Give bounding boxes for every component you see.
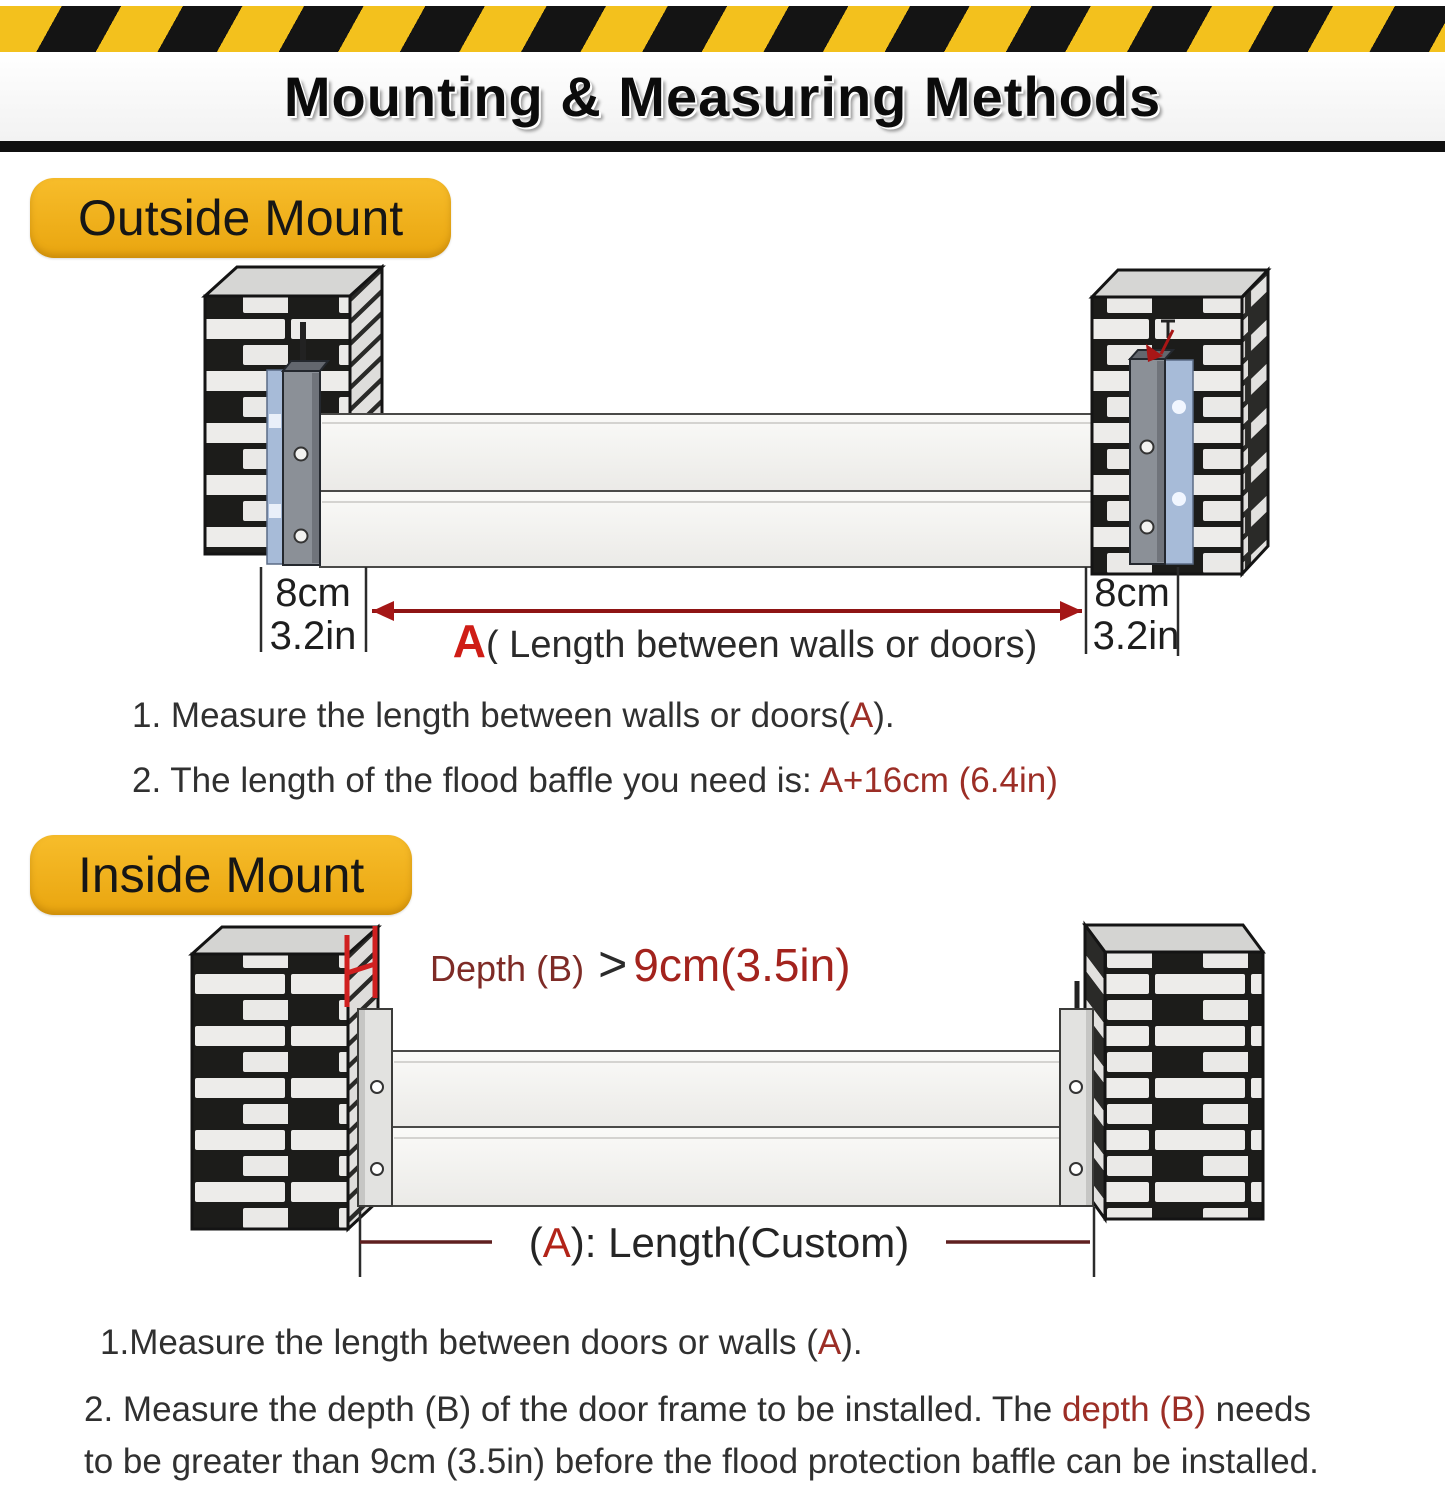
- title-band: [0, 52, 1445, 141]
- section-label-inside-mount: Inside Mount: [30, 835, 412, 915]
- step-text: needs: [1205, 1389, 1312, 1429]
- seal-highlight: [269, 414, 281, 428]
- section-label-outside-mount: Outside Mount: [30, 178, 451, 258]
- hazard-stripes: [0, 6, 1445, 52]
- bracket-shade: [1157, 361, 1164, 562]
- flood-barrier-panels: [392, 1051, 1062, 1206]
- pillar-top-face: [1085, 925, 1263, 952]
- pillar-front-face: [1105, 952, 1263, 1219]
- outside-step-1: [132, 690, 1445, 743]
- pillar-side-face: [1242, 270, 1268, 574]
- page-title: Mounting & Measuring Methods: [283, 65, 1162, 128]
- foam-seal-strip: [267, 370, 283, 564]
- brick-pillar-right: [1077, 925, 1263, 1219]
- bracket-screw-hole: [295, 448, 308, 461]
- step-text: 2. Measure the depth (B) of the door frame to be installed. The: [84, 1389, 1062, 1429]
- foam-seal-strip: [1165, 360, 1193, 564]
- step-text: ).: [841, 1323, 863, 1362]
- pillar-top-face: [192, 927, 378, 954]
- bracket-shade: [359, 1010, 365, 1205]
- step-text: to be greater than 9cm (3.5in) before the flood protection baffle can be installed.: [84, 1442, 1319, 1481]
- right-gap-cm-label: 8cm: [1094, 571, 1170, 615]
- right-seal-and-bracket: [1130, 330, 1193, 564]
- barrier-panel-top: [320, 414, 1130, 491]
- outside-mount-diagram: [0, 264, 1445, 664]
- step-text: ).: [873, 696, 895, 735]
- step-text: 1. Measure the length between walls or doors(: [132, 696, 850, 735]
- seal-highlight: [1172, 400, 1186, 414]
- header-banner: [0, 0, 1445, 152]
- left-gap-cm-label: 8cm: [275, 571, 351, 615]
- bracket-screw-hole: [1070, 1163, 1082, 1175]
- step-highlight-a: A: [849, 696, 874, 735]
- inside-step-2: [84, 1384, 1445, 1489]
- bracket-shade: [312, 373, 319, 563]
- step-formula: A+16cm (6.4in): [819, 760, 1058, 800]
- pillar-front-face: [192, 954, 348, 1229]
- step-highlight-depth: depth (B): [1061, 1389, 1206, 1429]
- custom-length-label: (A): Length(Custom): [528, 1219, 910, 1266]
- bracket-screw-hole: [1070, 1081, 1082, 1093]
- step-text: 2. The length of the flood baffle you need is:: [132, 760, 820, 800]
- pillar-top-face: [1092, 270, 1268, 297]
- bracket-screw-hole: [1141, 521, 1154, 534]
- right-gap-in-label: 3.2in: [1092, 614, 1180, 658]
- arrowhead-left: [372, 601, 394, 621]
- bracket-screw-hole: [1141, 441, 1154, 454]
- channel-bracket-left: [358, 1009, 392, 1206]
- length-a-label: A( Length between walls or doors): [452, 615, 1038, 664]
- arrowhead-right: [1060, 601, 1082, 621]
- banner-divider-bar: [0, 141, 1445, 152]
- bracket-top-bevel: [283, 361, 328, 371]
- inside-step-1: [84, 1317, 1445, 1370]
- bracket-screw-hole: [371, 1163, 383, 1175]
- inside-dimension-annotations: [360, 1207, 1094, 1277]
- step-highlight-a: A: [817, 1323, 842, 1362]
- seal-highlight: [1172, 492, 1186, 506]
- flood-barrier-panels: [320, 414, 1130, 567]
- left-gap-in-label: 3.2in: [269, 614, 357, 658]
- outside-instructions: [132, 690, 1445, 807]
- inside-instructions: [84, 1317, 1445, 1489]
- inside-mount-diagram: [0, 919, 1445, 1309]
- depth-label: Depth (B) > 9cm(3.5in): [430, 936, 851, 992]
- outside-step-2: [132, 755, 1445, 808]
- seal-highlight: [269, 504, 281, 518]
- outside-dimension-annotations: [261, 567, 1179, 664]
- bracket-shade: [1086, 1010, 1092, 1205]
- bracket-screw-hole: [371, 1081, 383, 1093]
- step-text: 1.Measure the length between doors or walls (: [100, 1323, 818, 1362]
- bracket-screw-hole: [295, 530, 308, 543]
- channel-bracket-right: [1060, 1009, 1093, 1206]
